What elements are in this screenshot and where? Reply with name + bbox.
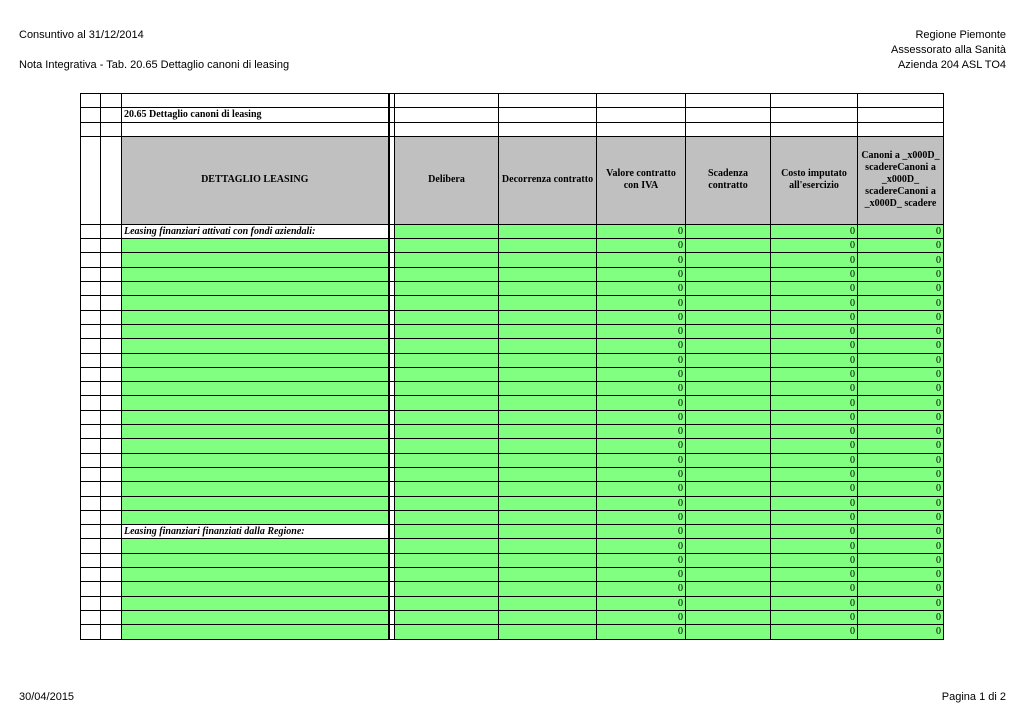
delibera-cell[interactable]	[395, 568, 499, 582]
decorrenza-cell[interactable]	[499, 224, 597, 238]
table-row	[81, 596, 944, 610]
section-label: Leasing finanziari attivati con fondi aziendali:	[122, 224, 389, 238]
scadenza-cell[interactable]	[686, 224, 771, 238]
delibera-cell[interactable]	[395, 482, 499, 496]
leasing-detail-cell[interactable]	[122, 410, 389, 424]
valore-contratto-cell: 0	[597, 496, 686, 510]
delibera-cell[interactable]	[395, 296, 499, 310]
canoni-scadere-cell: 0	[858, 439, 944, 453]
delibera-cell[interactable]	[395, 382, 499, 396]
delibera-cell[interactable]	[395, 410, 499, 424]
leasing-detail-cell[interactable]	[122, 310, 389, 324]
scadenza-cell[interactable]	[686, 310, 771, 324]
decorrenza-cell[interactable]	[499, 467, 597, 481]
canoni-scadere-cell: 0	[858, 610, 944, 624]
valore-contratto-cell: 0	[597, 425, 686, 439]
costo-imputato-cell: 0	[771, 482, 858, 496]
decorrenza-cell[interactable]	[499, 353, 597, 367]
canoni-scadere-cell: 0	[858, 510, 944, 524]
valore-contratto-cell: 0	[597, 610, 686, 624]
decorrenza-cell[interactable]	[499, 267, 597, 281]
canoni-scadere-cell: 0	[858, 453, 944, 467]
costo-imputato-cell: 0	[771, 253, 858, 267]
canoni-scadere-cell: 0	[858, 382, 944, 396]
decorrenza-cell[interactable]	[499, 296, 597, 310]
scadenza-cell[interactable]	[686, 610, 771, 624]
decorrenza-cell[interactable]	[499, 539, 597, 553]
valore-contratto-cell: 0	[597, 396, 686, 410]
delibera-cell[interactable]	[395, 525, 499, 539]
table-row	[81, 239, 944, 253]
decorrenza-cell[interactable]	[499, 382, 597, 396]
leasing-detail-cell[interactable]	[122, 396, 389, 410]
leasing-detail-cell[interactable]	[122, 296, 389, 310]
leasing-detail-cell[interactable]	[122, 339, 389, 353]
valore-contratto-cell: 0	[597, 553, 686, 567]
leasing-detail-cell[interactable]	[122, 596, 389, 610]
delibera-cell[interactable]	[395, 496, 499, 510]
canoni-scadere-cell: 0	[858, 582, 944, 596]
canoni-scadere-cell: 0	[858, 324, 944, 338]
valore-contratto-cell: 0	[597, 525, 686, 539]
leasing-detail-cell[interactable]	[122, 539, 389, 553]
delibera-cell[interactable]	[395, 467, 499, 481]
canoni-scadere-cell: 0	[858, 224, 944, 238]
section-row	[81, 525, 944, 539]
valore-contratto-cell: 0	[597, 453, 686, 467]
decorrenza-cell[interactable]	[499, 525, 597, 539]
decorrenza-cell[interactable]	[499, 425, 597, 439]
scadenza-cell[interactable]	[686, 553, 771, 567]
table-row	[81, 310, 944, 324]
decorrenza-cell[interactable]	[499, 439, 597, 453]
decorrenza-cell[interactable]	[499, 367, 597, 381]
scadenza-cell[interactable]	[686, 467, 771, 481]
decorrenza-cell[interactable]	[499, 339, 597, 353]
valore-contratto-cell: 0	[597, 439, 686, 453]
delibera-cell[interactable]	[395, 425, 499, 439]
table-row	[81, 253, 944, 267]
leasing-detail-cell[interactable]	[122, 425, 389, 439]
valore-contratto-cell: 0	[597, 467, 686, 481]
table-row	[81, 339, 944, 353]
valore-contratto-cell: 0	[597, 582, 686, 596]
delibera-cell[interactable]	[395, 224, 499, 238]
scadenza-cell[interactable]	[686, 582, 771, 596]
scadenza-cell[interactable]	[686, 282, 771, 296]
delibera-cell[interactable]	[395, 539, 499, 553]
table-row	[81, 496, 944, 510]
scadenza-cell[interactable]	[686, 482, 771, 496]
costo-imputato-cell: 0	[771, 267, 858, 281]
company-name: Azienda 204 ASL TO4	[897, 59, 1006, 71]
table-title: 20.65 Dettaglio canoni di leasing	[122, 108, 389, 122]
costo-imputato-cell: 0	[771, 568, 858, 582]
valore-contratto-cell: 0	[597, 510, 686, 524]
canoni-scadere-cell: 0	[858, 425, 944, 439]
costo-imputato-cell: 0	[771, 367, 858, 381]
table-row	[81, 453, 944, 467]
delibera-cell[interactable]	[395, 596, 499, 610]
decorrenza-cell[interactable]	[499, 253, 597, 267]
canoni-scadere-cell: 0	[858, 496, 944, 510]
table-row	[81, 367, 944, 381]
costo-imputato-cell: 0	[771, 282, 858, 296]
costo-imputato-cell: 0	[771, 296, 858, 310]
valore-contratto-cell: 0	[597, 339, 686, 353]
canoni-scadere-cell: 0	[858, 467, 944, 481]
canoni-scadere-cell: 0	[858, 553, 944, 567]
valore-contratto-cell: 0	[597, 296, 686, 310]
valore-contratto-cell: 0	[597, 239, 686, 253]
decorrenza-cell[interactable]	[499, 239, 597, 253]
costo-imputato-cell: 0	[771, 467, 858, 481]
footer-date: 30/04/2015	[19, 691, 75, 703]
costo-imputato-cell: 0	[771, 425, 858, 439]
valore-contratto-cell: 0	[597, 353, 686, 367]
delibera-cell[interactable]	[395, 353, 499, 367]
decorrenza-cell[interactable]	[499, 482, 597, 496]
leasing-detail-cell[interactable]	[122, 482, 389, 496]
costo-imputato-cell: 0	[771, 382, 858, 396]
col-header-canoni: Canoni a _x000D_ scadereCanoni a _x000D_ scadereCanoni a _x000D_ scadere	[858, 136, 944, 224]
leasing-detail-cell[interactable]	[122, 568, 389, 582]
delibera-cell[interactable]	[395, 282, 499, 296]
valore-contratto-cell: 0	[597, 410, 686, 424]
decorrenza-cell[interactable]	[499, 496, 597, 510]
canoni-scadere-cell: 0	[858, 625, 944, 639]
scadenza-cell[interactable]	[686, 396, 771, 410]
canoni-scadere-cell: 0	[858, 353, 944, 367]
canoni-scadere-cell: 0	[858, 310, 944, 324]
scadenza-cell[interactable]	[686, 382, 771, 396]
costo-imputato-cell: 0	[771, 510, 858, 524]
scadenza-cell[interactable]	[686, 510, 771, 524]
valore-contratto-cell: 0	[597, 625, 686, 639]
scadenza-cell[interactable]	[686, 267, 771, 281]
leasing-detail-cell[interactable]	[122, 353, 389, 367]
costo-imputato-cell: 0	[771, 310, 858, 324]
valore-contratto-cell: 0	[597, 596, 686, 610]
canoni-scadere-cell: 0	[858, 253, 944, 267]
delibera-cell[interactable]	[395, 439, 499, 453]
scadenza-cell[interactable]	[686, 539, 771, 553]
scadenza-cell[interactable]	[686, 596, 771, 610]
decorrenza-cell[interactable]	[499, 582, 597, 596]
valore-contratto-cell: 0	[597, 267, 686, 281]
table-row	[81, 439, 944, 453]
costo-imputato-cell: 0	[771, 539, 858, 553]
decorrenza-cell[interactable]	[499, 324, 597, 338]
costo-imputato-cell: 0	[771, 525, 858, 539]
decorrenza-cell[interactable]	[499, 625, 597, 639]
scadenza-cell[interactable]	[686, 425, 771, 439]
canoni-scadere-cell: 0	[858, 539, 944, 553]
canoni-scadere-cell: 0	[858, 596, 944, 610]
costo-imputato-cell: 0	[771, 239, 858, 253]
canoni-scadere-cell: 0	[858, 410, 944, 424]
decorrenza-cell[interactable]	[499, 510, 597, 524]
leasing-detail-cell[interactable]	[122, 625, 389, 639]
leasing-detail-cell[interactable]	[122, 467, 389, 481]
decorrenza-cell[interactable]	[499, 453, 597, 467]
region-name: Regione Piemonte	[915, 29, 1006, 41]
canoni-scadere-cell: 0	[858, 339, 944, 353]
leasing-detail-cell[interactable]	[122, 439, 389, 453]
table-row	[81, 568, 944, 582]
decorrenza-cell[interactable]	[499, 568, 597, 582]
table-row	[81, 482, 944, 496]
canoni-scadere-cell: 0	[858, 296, 944, 310]
canoni-scadere-cell: 0	[858, 396, 944, 410]
table-row	[81, 553, 944, 567]
delibera-cell[interactable]	[395, 582, 499, 596]
scadenza-cell[interactable]	[686, 253, 771, 267]
table-row	[81, 382, 944, 396]
leasing-detail-cell[interactable]	[122, 553, 389, 567]
delibera-cell[interactable]	[395, 253, 499, 267]
valore-contratto-cell: 0	[597, 482, 686, 496]
table-row	[81, 510, 944, 524]
table-row	[81, 353, 944, 367]
scadenza-cell[interactable]	[686, 625, 771, 639]
table-title-row	[81, 108, 944, 122]
costo-imputato-cell: 0	[771, 453, 858, 467]
scadenza-cell[interactable]	[686, 525, 771, 539]
costo-imputato-cell: 0	[771, 396, 858, 410]
delibera-cell[interactable]	[395, 367, 499, 381]
scadenza-cell[interactable]	[686, 339, 771, 353]
valore-contratto-cell: 0	[597, 282, 686, 296]
col-header-valore: Valore contratto con IVA	[597, 136, 686, 224]
decorrenza-cell[interactable]	[499, 610, 597, 624]
canoni-scadere-cell: 0	[858, 482, 944, 496]
col-header-costo: Costo imputato all'esercizio	[771, 136, 858, 224]
section-label: Leasing finanziari finanziati dalla Regione:	[122, 525, 389, 539]
decorrenza-cell[interactable]	[499, 553, 597, 567]
valore-contratto-cell: 0	[597, 367, 686, 381]
leasing-table	[80, 93, 944, 640]
valore-contratto-cell: 0	[597, 382, 686, 396]
leasing-detail-cell[interactable]	[122, 282, 389, 296]
table-row	[81, 396, 944, 410]
leasing-detail-cell[interactable]	[122, 367, 389, 381]
decorrenza-cell[interactable]	[499, 596, 597, 610]
leasing-detail-cell[interactable]	[122, 239, 389, 253]
delibera-cell[interactable]	[395, 310, 499, 324]
scadenza-cell[interactable]	[686, 296, 771, 310]
valore-contratto-cell: 0	[597, 568, 686, 582]
canoni-scadere-cell: 0	[858, 367, 944, 381]
canoni-scadere-cell: 0	[858, 239, 944, 253]
col-header-delibera: Delibera	[395, 136, 499, 224]
costo-imputato-cell: 0	[771, 553, 858, 567]
table-row	[81, 467, 944, 481]
col-header-decorrenza: Decorrenza contratto	[499, 136, 597, 224]
valore-contratto-cell: 0	[597, 310, 686, 324]
leasing-detail-cell[interactable]	[122, 267, 389, 281]
delibera-cell[interactable]	[395, 339, 499, 353]
scadenza-cell[interactable]	[686, 453, 771, 467]
scadenza-cell[interactable]	[686, 568, 771, 582]
department-name: Assessorato alla Sanità	[891, 44, 1006, 56]
delibera-cell[interactable]	[395, 267, 499, 281]
costo-imputato-cell: 0	[771, 439, 858, 453]
table-row	[81, 324, 944, 338]
table-row	[81, 582, 944, 596]
costo-imputato-cell: 0	[771, 324, 858, 338]
canoni-scadere-cell: 0	[858, 267, 944, 281]
decorrenza-cell[interactable]	[499, 396, 597, 410]
costo-imputato-cell: 0	[771, 496, 858, 510]
scadenza-cell[interactable]	[686, 367, 771, 381]
canoni-scadere-cell: 0	[858, 525, 944, 539]
valore-contratto-cell: 0	[597, 324, 686, 338]
delibera-cell[interactable]	[395, 553, 499, 567]
report-subtitle: Nota Integrativa - Tab. 20.65 Dettaglio canoni di leasing	[19, 59, 290, 71]
section-row	[81, 224, 944, 238]
table-row	[81, 539, 944, 553]
table-row	[81, 296, 944, 310]
costo-imputato-cell: 0	[771, 339, 858, 353]
costo-imputato-cell: 0	[771, 610, 858, 624]
costo-imputato-cell: 0	[771, 410, 858, 424]
delibera-cell[interactable]	[395, 453, 499, 467]
canoni-scadere-cell: 0	[858, 568, 944, 582]
table-row	[81, 410, 944, 424]
leasing-detail-cell[interactable]	[122, 582, 389, 596]
table-row	[81, 282, 944, 296]
costo-imputato-cell: 0	[771, 224, 858, 238]
scadenza-cell[interactable]	[686, 439, 771, 453]
costo-imputato-cell: 0	[771, 625, 858, 639]
blank-row	[81, 94, 944, 108]
leasing-detail-cell[interactable]	[122, 382, 389, 396]
leasing-detail-cell[interactable]	[122, 324, 389, 338]
col-header-dettaglio: DETTAGLIO LEASING	[122, 136, 389, 224]
scadenza-cell[interactable]	[686, 353, 771, 367]
delibera-cell[interactable]	[395, 396, 499, 410]
page-number: Pagina 1 di 2	[941, 691, 1006, 703]
costo-imputato-cell: 0	[771, 582, 858, 596]
canoni-scadere-cell: 0	[858, 282, 944, 296]
leasing-detail-cell[interactable]	[122, 496, 389, 510]
leasing-detail-cell[interactable]	[122, 453, 389, 467]
decorrenza-cell[interactable]	[499, 410, 597, 424]
decorrenza-cell[interactable]	[499, 282, 597, 296]
report-date-title: Consuntivo al 31/12/2014	[19, 29, 144, 41]
table-row	[81, 267, 944, 281]
valore-contratto-cell: 0	[597, 253, 686, 267]
table-row	[81, 610, 944, 624]
costo-imputato-cell: 0	[771, 353, 858, 367]
delibera-cell[interactable]	[395, 239, 499, 253]
table-row	[81, 425, 944, 439]
scadenza-cell[interactable]	[686, 496, 771, 510]
scadenza-cell[interactable]	[686, 239, 771, 253]
leasing-detail-cell[interactable]	[122, 253, 389, 267]
decorrenza-cell[interactable]	[499, 310, 597, 324]
delibera-cell[interactable]	[395, 625, 499, 639]
delibera-cell[interactable]	[395, 610, 499, 624]
valore-contratto-cell: 0	[597, 224, 686, 238]
column-header-row	[81, 136, 944, 224]
scadenza-cell[interactable]	[686, 410, 771, 424]
table-row	[81, 625, 944, 639]
delibera-cell[interactable]	[395, 324, 499, 338]
costo-imputato-cell: 0	[771, 596, 858, 610]
leasing-detail-cell[interactable]	[122, 510, 389, 524]
delibera-cell[interactable]	[395, 510, 499, 524]
blank-row	[81, 122, 944, 136]
scadenza-cell[interactable]	[686, 324, 771, 338]
leasing-detail-cell[interactable]	[122, 610, 389, 624]
col-header-scadenza: Scadenza contratto	[686, 136, 771, 224]
valore-contratto-cell: 0	[597, 539, 686, 553]
